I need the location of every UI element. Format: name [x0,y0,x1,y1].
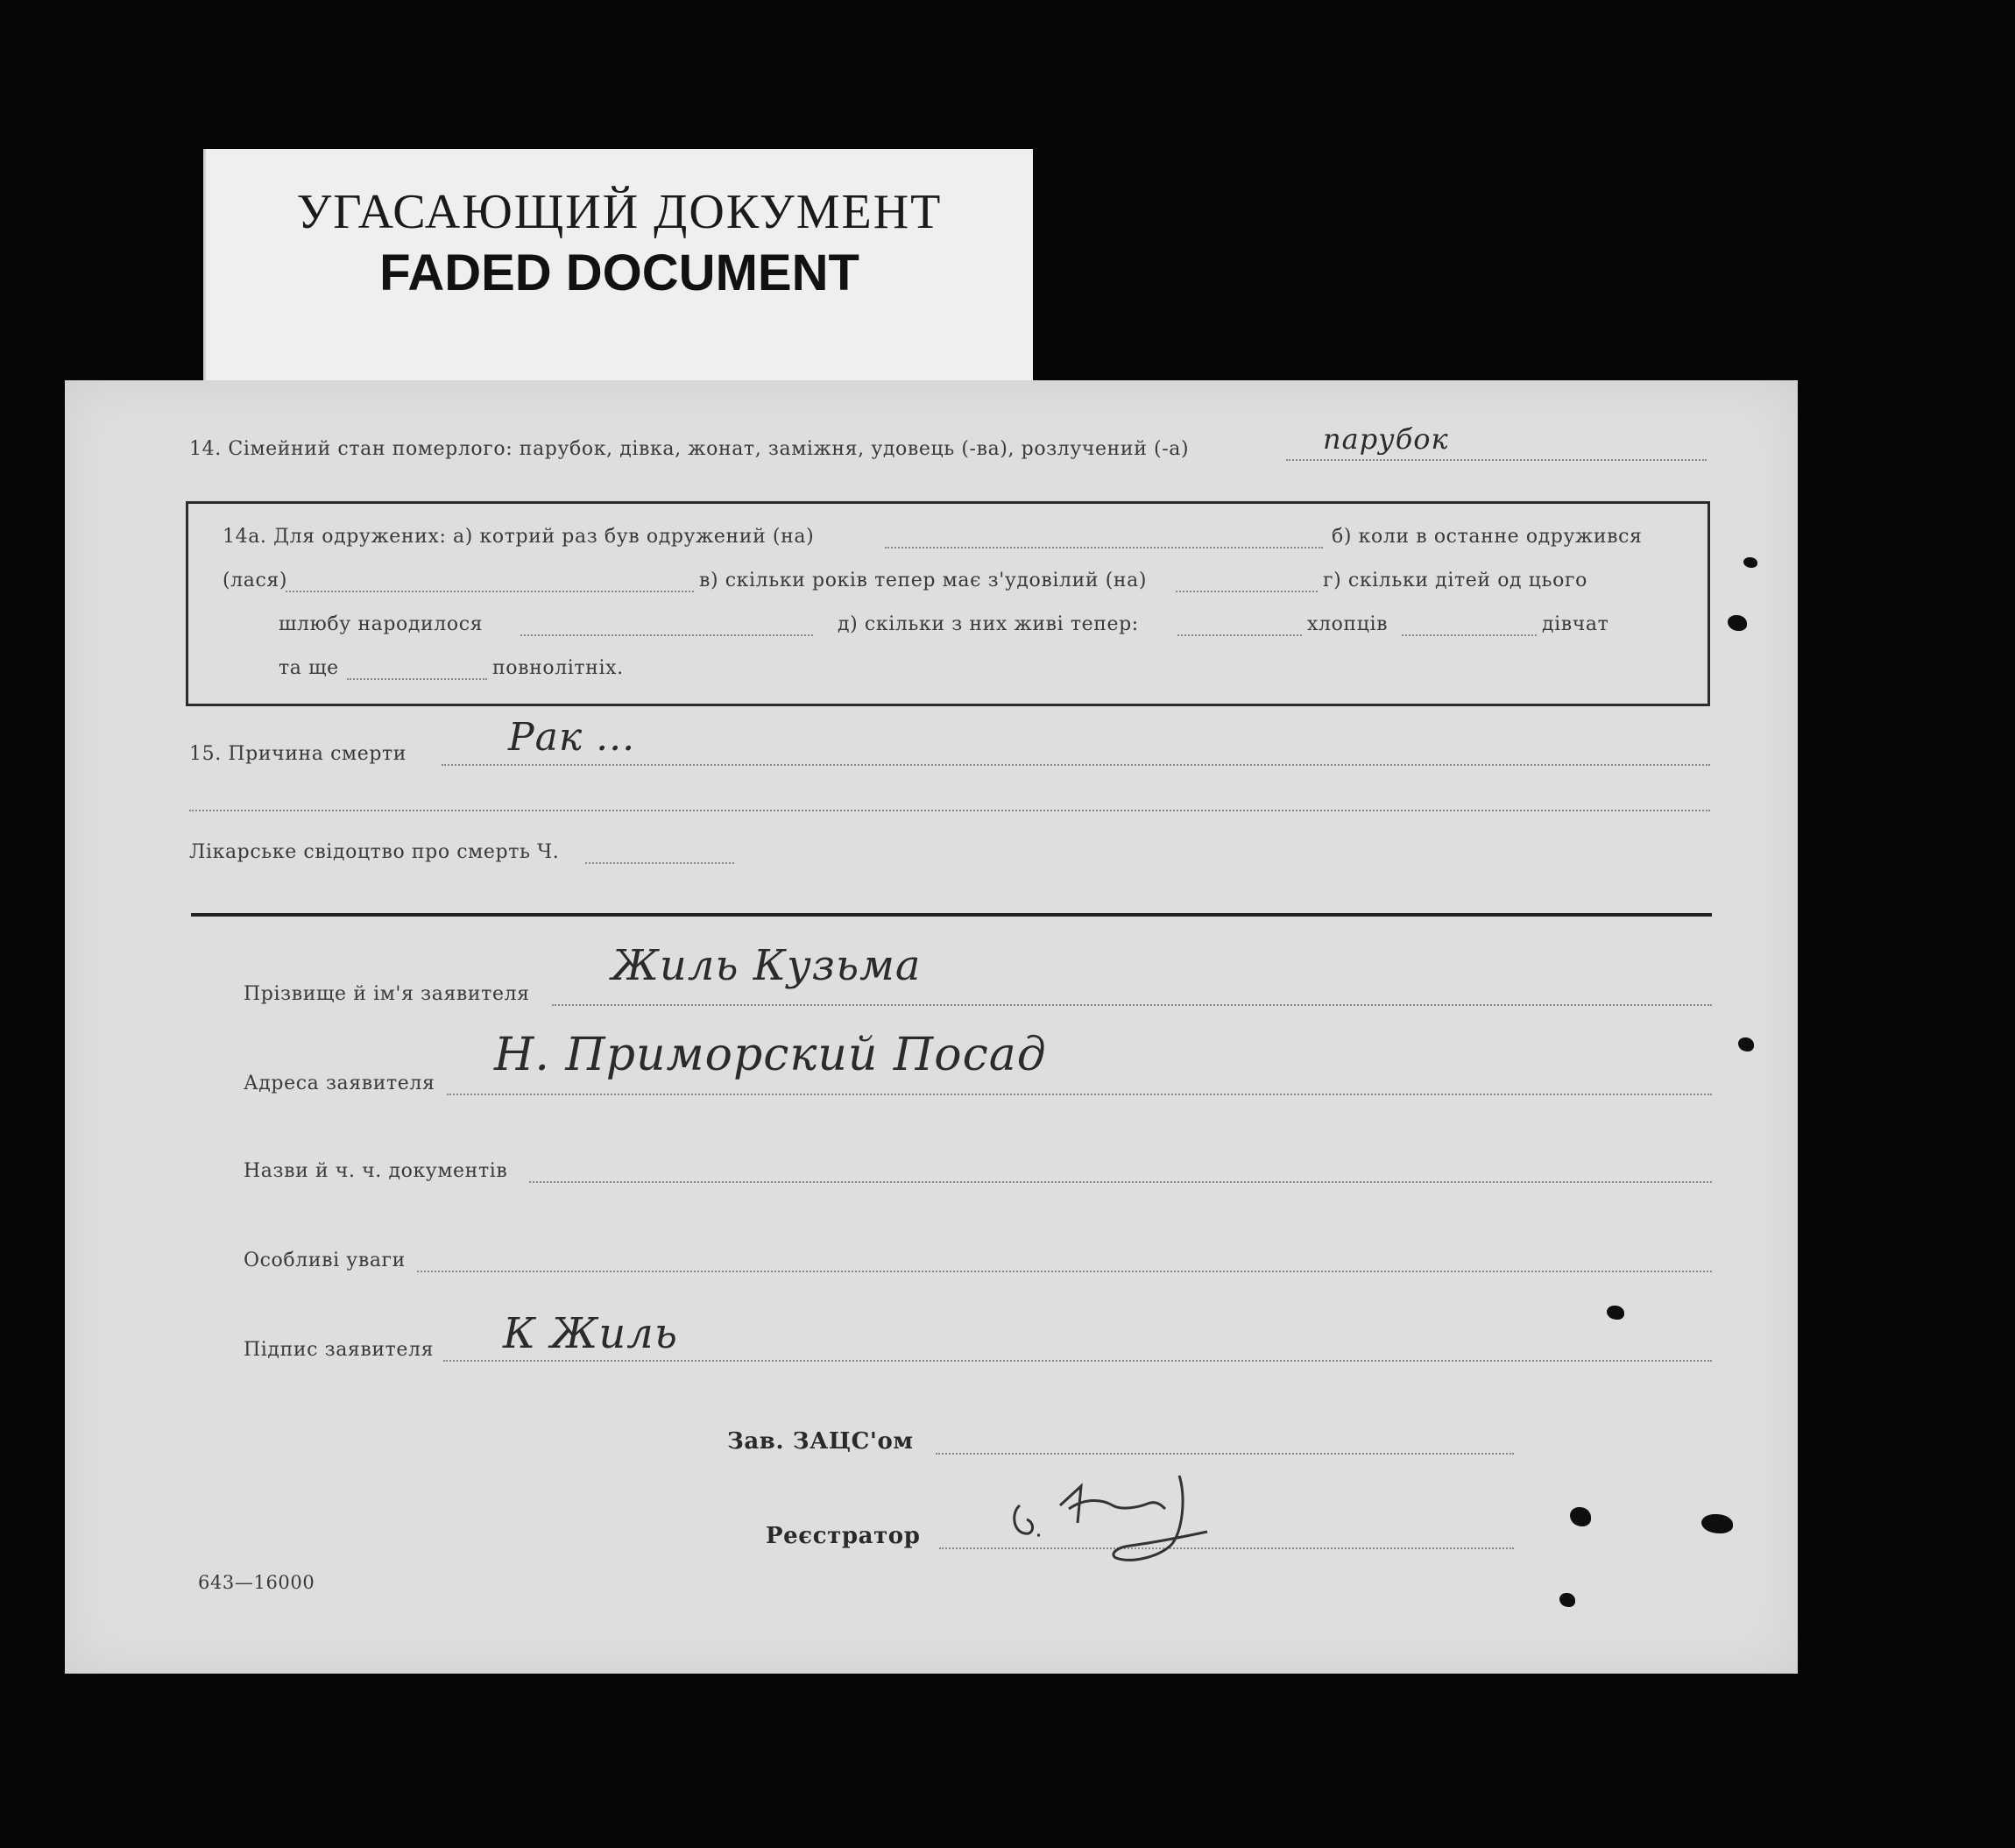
head-zags-label: Зав. ЗАЦС'ом [727,1428,914,1455]
item14a-line1-b: б) коли в останне одружився [1332,526,1643,548]
binding-hole [1728,615,1747,631]
label-english: FADED DOCUMENT [379,244,859,301]
item14a-line2-dots-1 [286,591,694,592]
item14a-line1-a: 14а. Для одружених: а) котрий раз був одружений (на) [223,526,815,548]
item14a-line1-dots [885,547,1323,549]
item14-handwritten-value: парубок [1323,422,1449,456]
applicant-address-dots [447,1094,1712,1095]
label-russian: УГАСАЮЩИЙ ДОКУМЕНТ [296,185,943,239]
applicant-name-label: Прізвище й ім'я заявителя [244,983,530,1005]
medical-certificate-dots [585,862,734,864]
item14a-line2-dots-2 [1176,591,1318,592]
registrar-signature [1008,1470,1218,1575]
item15-dotted-line-2 [189,810,1710,811]
notes-dots [417,1271,1712,1272]
binding-hole [1559,1593,1575,1607]
item14a-line3-c: хлопців [1307,613,1389,635]
applicant-name-dots [552,1004,1712,1006]
head-zags-dots [936,1453,1514,1455]
registrar-label: Реєстратор [766,1523,921,1549]
item14a-line3-d: дівчат [1542,613,1609,635]
applicant-name-handwritten: Жиль Кузьма [612,941,922,990]
item14-label: 14. Сімейний стан померлого: парубок, дівка, жонат, заміжня, удовець (-ва), розлучений (-а) [189,438,1190,460]
item14a-line4-dots [347,678,487,680]
item14a-line2-c: г) скільки дітей од цього [1323,570,1587,591]
binding-hole [1607,1306,1624,1320]
medical-certificate-label: Лікарське свідоцтво про смерть Ч. [189,841,560,863]
item15-label: 15. Причина смерти [189,743,407,765]
section-divider [191,913,1712,917]
item14a-line3-b: д) скільки з них живі тепер: [838,613,1139,635]
binding-hole [1738,1037,1754,1051]
item15-handwritten-value: Рак ... [508,715,636,760]
binding-hole [1570,1507,1591,1526]
notes-label: Особливі уваги [244,1250,406,1271]
form-sheet [65,380,1798,1674]
applicant-signature-label: Підпис заявителя [244,1339,435,1361]
item14a-line3-dots-1 [520,634,813,636]
documents-label: Назви й ч. ч. документів [244,1160,508,1182]
applicant-address-label: Адреса заявителя [244,1073,435,1094]
binding-hole [1743,557,1757,568]
faded-document-label [203,149,1033,386]
print-code: 643—16000 [198,1572,315,1593]
documents-dots [529,1181,1712,1183]
applicant-signature-handwritten: К Жиль [503,1309,678,1358]
item14-dotted-line [1286,459,1707,461]
applicant-signature-dots [443,1360,1712,1362]
item14a-line2-a: (лася) [223,570,288,591]
item14a-line4-a: та ще [279,657,339,679]
applicant-address-handwritten: Н. Приморский Посад [494,1029,1047,1081]
item14a-line3-dots-3 [1402,634,1537,636]
item14a-line3-a: шлюбу народилося [279,613,484,635]
item14a-line4-b: повнолітніх. [492,657,624,679]
item14a-line2-b: в) скільки років тепер має з'удовілий (на) [699,570,1148,591]
item15-dotted-line-1 [442,764,1710,766]
item14a-line3-dots-2 [1177,634,1302,636]
